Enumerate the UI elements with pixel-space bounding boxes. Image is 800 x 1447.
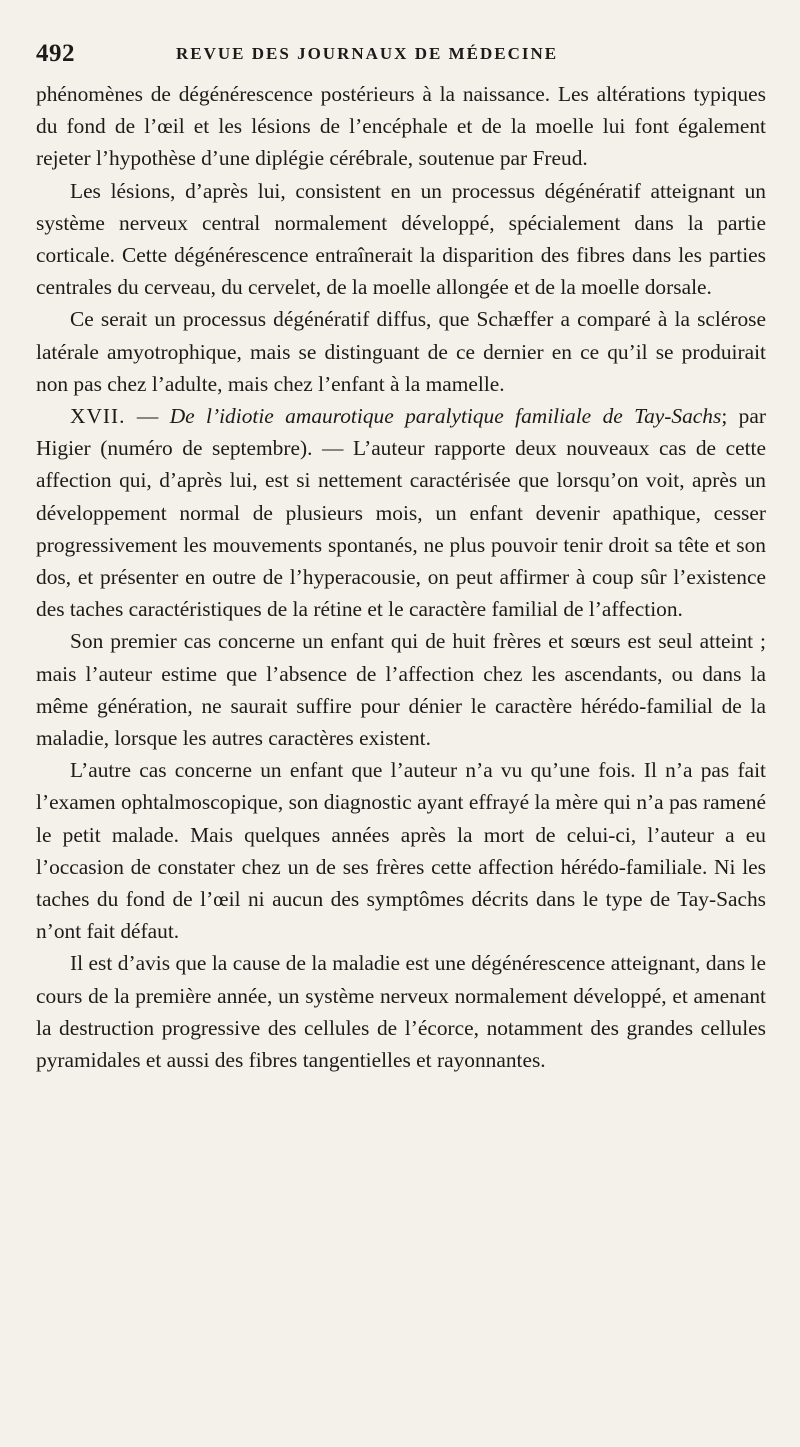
page-number: 492 (36, 40, 75, 67)
article-title: De l’idiotie amaurotique paralytique familiale de Tay-Sachs (169, 404, 722, 429)
paragraph-7: Il est d’avis que la cause de la maladie est une dégénérescence atteignant, dans le cours de la première année, un système nerveux normalement développé, et amenant la destruction progressive des cellules de l’écorce, notamment des grandes cellules pyramidales et aussi des fibres tangentielles et rayonnantes. (36, 951, 766, 1073)
article-summary: ; par Higier (numéro de septembre). — L’auteur rapporte deux nouveaux cas de cette affection qui, d’après lui, est si nettement caractérisée que lorsqu’on voit, après un développement normal de plusieurs mois, un enfant devenir apathique, cesser progressivement les mouvements spontanés, ne plus pouvoir tenir droit sa tête et son dos, et présenter en outre de l’hyperacousie, on peut affirmer à coup sûr l’existence des taches caractéristiques de la rétine et le caractère familial de l’affection. (36, 404, 766, 622)
section-number: XVII. (70, 404, 126, 429)
section-xvii-paragraph (36, 400, 766, 625)
paragraph-1: phénomènes de dégénérescence postérieurs à la naissance. Les altérations typiques du fond de l’œil et les lésions de l’encéphale et de la moelle lui font également rejeter l’hypothèse d’une diplégie cérébrale, soutenue par Freud. (36, 82, 766, 171)
section-dash: — (125, 404, 170, 429)
running-title: REVUE DES JOURNAUX DE MÉDECINE (176, 44, 559, 63)
page-header (36, 40, 766, 70)
paragraph-5: Son premier cas concerne un enfant qui de huit frères et sœurs est seul atteint ; mais l’auteur estime que l’absence de l’affection chez les ascendants, ou dans la même génération, ne saurait suffire pour dénier le caractère hérédo-familial de la maladie, lorsque les autres caractères existent. (36, 629, 766, 751)
paragraph-3: Ce serait un processus dégénératif diffus, que Schæffer a comparé à la sclérose latérale amyotrophique, mais se distinguant de ce dernier en ce qu’il se produirait non pas chez l’adulte, mais chez l’enfant à la mamelle. (36, 307, 766, 396)
article-body (36, 78, 766, 1076)
paragraph-6: L’autre cas concerne un enfant que l’auteur n’a vu qu’une fois. Il n’a pas fait l’examen ophtalmoscopique, son diagnostic ayant effrayé la mère qui n’a pas ramené le petit malade. Mais quelques années après la mort de celui-ci, l’auteur a eu l’occasion de constater chez un de ses frères cette affection hérédo-familiale. Ni les taches du fond de l’œil ni aucun des symptômes décrits dans le type de Tay-Sachs n’ont fait défaut. (36, 758, 766, 944)
paragraph-2: Les lésions, d’après lui, consistent en un processus dégénératif atteignant un système nerveux central normalement développé, spécialement dans la partie corticale. Cette dégénérescence entraînerait la disparition des fibres dans les parties centrales du cerveau, du cervelet, de la moelle allongée et de la moelle dorsale. (36, 178, 766, 300)
